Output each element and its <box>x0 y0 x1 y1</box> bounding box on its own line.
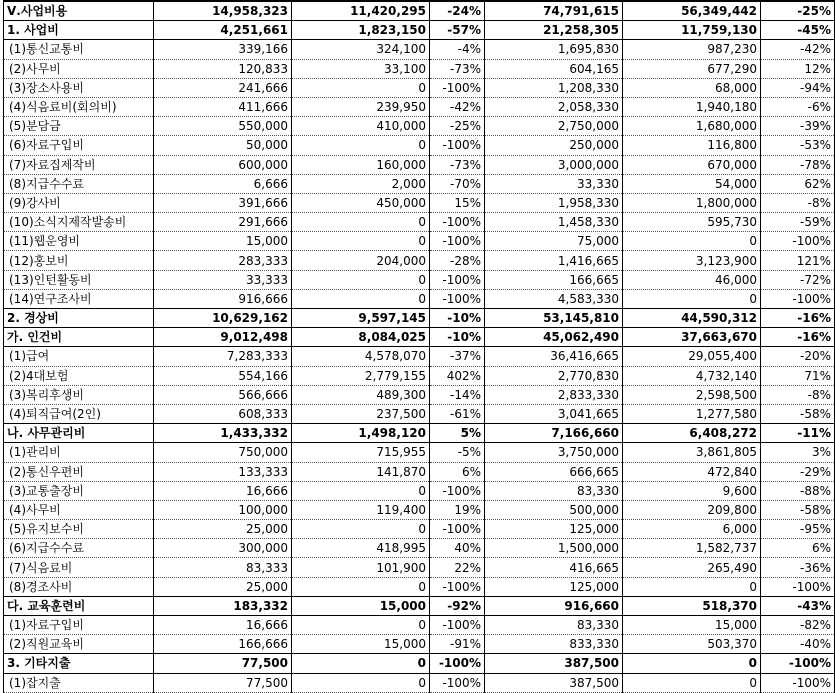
rate-change: -100% <box>430 270 485 289</box>
row-label: (1)자료구입비 <box>4 616 154 635</box>
budget-table-body <box>4 1 835 692</box>
annual-rate-change: -82% <box>761 616 835 635</box>
rate-change: -10% <box>430 328 485 347</box>
table-row <box>4 78 835 97</box>
annual-budget-value: 36,416,665 <box>485 347 623 366</box>
row-label: (3)교통출장비 <box>4 481 154 500</box>
annual-rate-change: -43% <box>761 596 835 615</box>
annual-budget-value: 4,583,330 <box>485 289 623 308</box>
actual-value: 15,000 <box>292 596 430 615</box>
rate-change: -24% <box>430 1 485 21</box>
table-row <box>4 40 835 59</box>
row-label: (8)경조사비 <box>4 577 154 596</box>
actual-value: 141,870 <box>292 462 430 481</box>
row-label: (4)퇴직급여(2인) <box>4 404 154 423</box>
annual-rate-change: 62% <box>761 174 835 193</box>
budget-value: 183,332 <box>154 596 292 615</box>
annual-actual-value: 11,759,130 <box>623 21 761 40</box>
table-row <box>4 309 835 328</box>
annual-actual-value: 503,370 <box>623 635 761 654</box>
rate-change: 15% <box>430 193 485 212</box>
annual-rate-change: -78% <box>761 155 835 174</box>
annual-rate-change: -72% <box>761 270 835 289</box>
annual-rate-change: -40% <box>761 635 835 654</box>
actual-value: 0 <box>292 673 430 692</box>
annual-budget-value: 7,166,660 <box>485 424 623 443</box>
annual-rate-change: -6% <box>761 97 835 116</box>
budget-value: 1,433,332 <box>154 424 292 443</box>
annual-budget-value: 1,958,330 <box>485 193 623 212</box>
budget-value: 554,166 <box>154 366 292 385</box>
annual-budget-value: 1,458,330 <box>485 213 623 232</box>
rate-change: -100% <box>430 136 485 155</box>
annual-rate-change: -94% <box>761 78 835 97</box>
table-row <box>4 213 835 232</box>
annual-budget-value: 2,058,330 <box>485 97 623 116</box>
annual-budget-value: 666,665 <box>485 462 623 481</box>
table-row <box>4 270 835 289</box>
annual-actual-value: 0 <box>623 232 761 251</box>
annual-actual-value: 0 <box>623 654 761 673</box>
annual-budget-value: 1,500,000 <box>485 539 623 558</box>
row-label: (3)장소사용비 <box>4 78 154 97</box>
actual-value: 239,950 <box>292 97 430 116</box>
row-label: (2)직원교육비 <box>4 635 154 654</box>
annual-budget-value: 83,330 <box>485 481 623 500</box>
budget-value: 550,000 <box>154 117 292 136</box>
annual-rate-change: -25% <box>761 1 835 21</box>
actual-value: 715,955 <box>292 443 430 462</box>
table-row <box>4 21 835 40</box>
budget-value: 241,666 <box>154 78 292 97</box>
table-row <box>4 251 835 270</box>
rate-change: 402% <box>430 366 485 385</box>
budget-value: 120,833 <box>154 59 292 78</box>
table-row <box>4 136 835 155</box>
row-label: (5)유지보수비 <box>4 520 154 539</box>
table-row <box>4 673 835 692</box>
budget-value: 291,666 <box>154 213 292 232</box>
annual-rate-change: 3% <box>761 443 835 462</box>
rate-change: -100% <box>430 577 485 596</box>
annual-actual-value: 1,680,000 <box>623 117 761 136</box>
rate-change: 6% <box>430 462 485 481</box>
annual-actual-value: 518,370 <box>623 596 761 615</box>
actual-value: 0 <box>292 232 430 251</box>
annual-budget-value: 387,500 <box>485 654 623 673</box>
annual-rate-change: -58% <box>761 404 835 423</box>
budget-value: 16,666 <box>154 616 292 635</box>
annual-rate-change: -58% <box>761 500 835 519</box>
budget-value: 283,333 <box>154 251 292 270</box>
row-label: (11)웹운영비 <box>4 232 154 251</box>
row-label: (1)잡지출 <box>4 673 154 692</box>
actual-value: 2,000 <box>292 174 430 193</box>
table-row <box>4 366 835 385</box>
actual-value: 9,597,145 <box>292 309 430 328</box>
rate-change: 22% <box>430 558 485 577</box>
actual-value: 0 <box>292 213 430 232</box>
budget-value: 411,666 <box>154 97 292 116</box>
table-row <box>4 424 835 443</box>
annual-actual-value: 6,000 <box>623 520 761 539</box>
row-label: (1)관리비 <box>4 443 154 462</box>
budget-value: 4,251,661 <box>154 21 292 40</box>
rate-change: -100% <box>430 520 485 539</box>
annual-rate-change: -11% <box>761 424 835 443</box>
row-label: (1)통신교통비 <box>4 40 154 59</box>
annual-actual-value: 472,840 <box>623 462 761 481</box>
budget-value: 10,629,162 <box>154 309 292 328</box>
annual-rate-change: -95% <box>761 520 835 539</box>
row-label: (7)식음료비 <box>4 558 154 577</box>
row-label: 2. 경상비 <box>4 309 154 328</box>
budget-value: 14,958,323 <box>154 1 292 21</box>
annual-actual-value: 1,800,000 <box>623 193 761 212</box>
actual-value: 0 <box>292 577 430 596</box>
annual-rate-change: -100% <box>761 673 835 692</box>
table-row <box>4 443 835 462</box>
rate-change: -37% <box>430 347 485 366</box>
row-label: (12)홍보비 <box>4 251 154 270</box>
budget-value: 9,012,498 <box>154 328 292 347</box>
table-row <box>4 193 835 212</box>
table-row <box>4 385 835 404</box>
annual-budget-value: 387,500 <box>485 673 623 692</box>
actual-value: 2,779,155 <box>292 366 430 385</box>
actual-value: 237,500 <box>292 404 430 423</box>
budget-value: 25,000 <box>154 577 292 596</box>
rate-change: -57% <box>430 21 485 40</box>
annual-rate-change: -36% <box>761 558 835 577</box>
annual-rate-change: -100% <box>761 232 835 251</box>
annual-actual-value: 265,490 <box>623 558 761 577</box>
annual-rate-change: 12% <box>761 59 835 78</box>
annual-rate-change: -29% <box>761 462 835 481</box>
annual-rate-change: -88% <box>761 481 835 500</box>
table-row <box>4 404 835 423</box>
row-label: (13)인턴활동비 <box>4 270 154 289</box>
row-label: 1. 사업비 <box>4 21 154 40</box>
annual-rate-change: -39% <box>761 117 835 136</box>
actual-value: 160,000 <box>292 155 430 174</box>
annual-budget-value: 125,000 <box>485 577 623 596</box>
actual-value: 1,498,120 <box>292 424 430 443</box>
table-row <box>4 635 835 654</box>
annual-budget-value: 2,750,000 <box>485 117 623 136</box>
annual-actual-value: 68,000 <box>623 78 761 97</box>
actual-value: 0 <box>292 270 430 289</box>
annual-rate-change: -100% <box>761 577 835 596</box>
table-row <box>4 1 835 21</box>
annual-rate-change: 121% <box>761 251 835 270</box>
annual-budget-value: 166,665 <box>485 270 623 289</box>
annual-actual-value: 595,730 <box>623 213 761 232</box>
rate-change: -10% <box>430 309 485 328</box>
annual-actual-value: 987,230 <box>623 40 761 59</box>
budget-value: 339,166 <box>154 40 292 59</box>
annual-actual-value: 116,800 <box>623 136 761 155</box>
budget-value: 391,666 <box>154 193 292 212</box>
row-label: 3. 기타지출 <box>4 654 154 673</box>
table-row <box>4 654 835 673</box>
budget-value: 15,000 <box>154 232 292 251</box>
annual-actual-value: 1,277,580 <box>623 404 761 423</box>
row-label: 나. 사무관리비 <box>4 424 154 443</box>
annual-actual-value: 0 <box>623 577 761 596</box>
annual-actual-value: 670,000 <box>623 155 761 174</box>
annual-actual-value: 9,600 <box>623 481 761 500</box>
annual-budget-value: 3,000,000 <box>485 155 623 174</box>
table-row <box>4 596 835 615</box>
table-row <box>4 328 835 347</box>
actual-value: 450,000 <box>292 193 430 212</box>
table-row <box>4 616 835 635</box>
actual-value: 33,100 <box>292 59 430 78</box>
annual-budget-value: 250,000 <box>485 136 623 155</box>
budget-value: 25,000 <box>154 520 292 539</box>
annual-budget-value: 604,165 <box>485 59 623 78</box>
annual-budget-value: 416,665 <box>485 558 623 577</box>
budget-value: 300,000 <box>154 539 292 558</box>
rate-change: -42% <box>430 97 485 116</box>
budget-value: 7,283,333 <box>154 347 292 366</box>
annual-budget-value: 83,330 <box>485 616 623 635</box>
actual-value: 101,900 <box>292 558 430 577</box>
annual-rate-change: -16% <box>761 328 835 347</box>
actual-value: 0 <box>292 78 430 97</box>
table-row <box>4 577 835 596</box>
budget-value: 77,500 <box>154 673 292 692</box>
rate-change: -100% <box>430 481 485 500</box>
annual-rate-change: -45% <box>761 21 835 40</box>
annual-rate-change: -42% <box>761 40 835 59</box>
rate-change: -92% <box>430 596 485 615</box>
annual-actual-value: 29,055,400 <box>623 347 761 366</box>
budget-value: 33,333 <box>154 270 292 289</box>
rate-change: -70% <box>430 174 485 193</box>
actual-value: 4,578,070 <box>292 347 430 366</box>
row-label: (4)사무비 <box>4 500 154 519</box>
table-row <box>4 174 835 193</box>
table-row <box>4 481 835 500</box>
actual-value: 11,420,295 <box>292 1 430 21</box>
annual-rate-change: -53% <box>761 136 835 155</box>
actual-value: 0 <box>292 481 430 500</box>
rate-change: -100% <box>430 654 485 673</box>
rate-change: -100% <box>430 213 485 232</box>
actual-value: 204,000 <box>292 251 430 270</box>
annual-budget-value: 21,258,305 <box>485 21 623 40</box>
rate-change: 19% <box>430 500 485 519</box>
annual-rate-change: -8% <box>761 385 835 404</box>
annual-rate-change: 6% <box>761 539 835 558</box>
annual-actual-value: 0 <box>623 289 761 308</box>
annual-budget-value: 2,770,830 <box>485 366 623 385</box>
budget-value: 16,666 <box>154 481 292 500</box>
budget-value: 6,666 <box>154 174 292 193</box>
annual-rate-change: -16% <box>761 309 835 328</box>
annual-actual-value: 6,408,272 <box>623 424 761 443</box>
actual-value: 410,000 <box>292 117 430 136</box>
annual-actual-value: 2,598,500 <box>623 385 761 404</box>
table-row <box>4 520 835 539</box>
annual-actual-value: 3,123,900 <box>623 251 761 270</box>
annual-actual-value: 15,000 <box>623 616 761 635</box>
annual-budget-value: 1,695,830 <box>485 40 623 59</box>
rate-change: -100% <box>430 616 485 635</box>
actual-value: 119,400 <box>292 500 430 519</box>
budget-value: 750,000 <box>154 443 292 462</box>
row-label: (8)지급수수료 <box>4 174 154 193</box>
table-row <box>4 558 835 577</box>
actual-value: 0 <box>292 654 430 673</box>
annual-rate-change: -100% <box>761 289 835 308</box>
annual-actual-value: 1,582,737 <box>623 539 761 558</box>
rate-change: -5% <box>430 443 485 462</box>
actual-value: 8,084,025 <box>292 328 430 347</box>
budget-value: 166,666 <box>154 635 292 654</box>
row-label: (6)자료구입비 <box>4 136 154 155</box>
annual-actual-value: 44,590,312 <box>623 309 761 328</box>
actual-value: 0 <box>292 520 430 539</box>
annual-budget-value: 3,750,000 <box>485 443 623 462</box>
annual-actual-value: 3,861,805 <box>623 443 761 462</box>
annual-budget-value: 916,660 <box>485 596 623 615</box>
table-row <box>4 117 835 136</box>
actual-value: 0 <box>292 289 430 308</box>
rate-change: -28% <box>430 251 485 270</box>
rate-change: -100% <box>430 289 485 308</box>
rate-change: -91% <box>430 635 485 654</box>
table-row <box>4 500 835 519</box>
table-row <box>4 155 835 174</box>
budget-value: 77,500 <box>154 654 292 673</box>
annual-budget-value: 1,208,330 <box>485 78 623 97</box>
annual-actual-value: 1,940,180 <box>623 97 761 116</box>
budget-value: 133,333 <box>154 462 292 481</box>
rate-change: -73% <box>430 155 485 174</box>
annual-budget-value: 125,000 <box>485 520 623 539</box>
annual-budget-value: 53,145,810 <box>485 309 623 328</box>
budget-value: 566,666 <box>154 385 292 404</box>
annual-actual-value: 54,000 <box>623 174 761 193</box>
actual-value: 0 <box>292 616 430 635</box>
row-label: (6)지급수수료 <box>4 539 154 558</box>
row-label: (9)강사비 <box>4 193 154 212</box>
budget-value: 600,000 <box>154 155 292 174</box>
row-label: 가. 인건비 <box>4 328 154 347</box>
annual-actual-value: 56,349,442 <box>623 1 761 21</box>
annual-actual-value: 4,732,140 <box>623 366 761 385</box>
row-label: (3)복리후생비 <box>4 385 154 404</box>
budget-value: 100,000 <box>154 500 292 519</box>
budget-table <box>3 0 835 693</box>
rate-change: -14% <box>430 385 485 404</box>
annual-actual-value: 46,000 <box>623 270 761 289</box>
rate-change: -4% <box>430 40 485 59</box>
rate-change: -25% <box>430 117 485 136</box>
table-row <box>4 59 835 78</box>
rate-change: -73% <box>430 59 485 78</box>
table-row <box>4 232 835 251</box>
row-label: Ⅴ.사업비용 <box>4 1 154 21</box>
budget-value: 916,666 <box>154 289 292 308</box>
table-row <box>4 539 835 558</box>
actual-value: 418,995 <box>292 539 430 558</box>
budget-value: 83,333 <box>154 558 292 577</box>
table-row <box>4 462 835 481</box>
row-label: (10)소식지제작발송비 <box>4 213 154 232</box>
table-row <box>4 97 835 116</box>
actual-value: 1,823,150 <box>292 21 430 40</box>
annual-actual-value: 0 <box>623 673 761 692</box>
row-label: (2)통신우편비 <box>4 462 154 481</box>
annual-rate-change: -59% <box>761 213 835 232</box>
rate-change: -100% <box>430 673 485 692</box>
annual-rate-change: -8% <box>761 193 835 212</box>
row-label: 다. 교육훈련비 <box>4 596 154 615</box>
annual-rate-change: 71% <box>761 366 835 385</box>
annual-actual-value: 209,800 <box>623 500 761 519</box>
annual-budget-value: 833,330 <box>485 635 623 654</box>
actual-value: 0 <box>292 136 430 155</box>
annual-budget-value: 3,041,665 <box>485 404 623 423</box>
annual-budget-value: 33,330 <box>485 174 623 193</box>
annual-rate-change: -100% <box>761 654 835 673</box>
rate-change: -61% <box>430 404 485 423</box>
annual-budget-value: 45,062,490 <box>485 328 623 347</box>
annual-budget-value: 74,791,615 <box>485 1 623 21</box>
annual-actual-value: 37,663,670 <box>623 328 761 347</box>
budget-value: 50,000 <box>154 136 292 155</box>
actual-value: 324,100 <box>292 40 430 59</box>
row-label: (4)식음료비(회의비) <box>4 97 154 116</box>
row-label: (2)4대보험 <box>4 366 154 385</box>
row-label: (2)사무비 <box>4 59 154 78</box>
row-label: (5)분담금 <box>4 117 154 136</box>
annual-budget-value: 75,000 <box>485 232 623 251</box>
annual-rate-change: -20% <box>761 347 835 366</box>
budget-value: 608,333 <box>154 404 292 423</box>
actual-value: 15,000 <box>292 635 430 654</box>
annual-budget-value: 1,416,665 <box>485 251 623 270</box>
annual-budget-value: 500,000 <box>485 500 623 519</box>
row-label: (7)자료집제작비 <box>4 155 154 174</box>
table-row <box>4 347 835 366</box>
rate-change: 5% <box>430 424 485 443</box>
rate-change: -100% <box>430 78 485 97</box>
table-row <box>4 289 835 308</box>
annual-budget-value: 2,833,330 <box>485 385 623 404</box>
annual-actual-value: 677,290 <box>623 59 761 78</box>
rate-change: -100% <box>430 232 485 251</box>
rate-change: 40% <box>430 539 485 558</box>
row-label: (1)급여 <box>4 347 154 366</box>
actual-value: 489,300 <box>292 385 430 404</box>
row-label: (14)연구조사비 <box>4 289 154 308</box>
